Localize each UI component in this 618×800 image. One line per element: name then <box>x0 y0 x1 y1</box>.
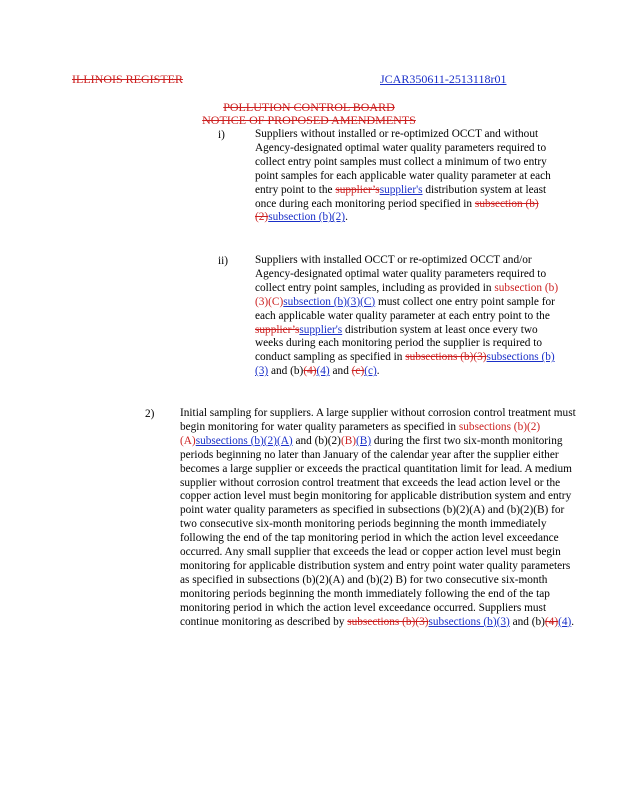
inserted-text: subsection (b)(3)(C) <box>283 295 376 308</box>
deleted-text: subsection (b)(2) <box>255 197 539 224</box>
item-2-text: and (b) <box>509 615 545 628</box>
item-2-text: and (b)(2) <box>292 434 341 447</box>
item-2-paragraph <box>180 407 580 630</box>
inserted-text: subsections (b)(2)(A) <box>195 434 293 447</box>
item-i-paragraph <box>255 128 555 225</box>
jcar-code <box>380 72 506 87</box>
inserted-text: (4) <box>316 365 330 378</box>
inserted-text: subsections (b)(3) <box>428 615 510 628</box>
deleted-text: (4) <box>544 615 559 628</box>
item-2-end: . <box>571 615 575 628</box>
deleted-text: (4) <box>303 365 317 378</box>
original-reference: subsection (b)(3)(C) <box>255 281 559 308</box>
item-ii-text: distribution system at least once every two weeks during each monitoring period the supplier is required to conduct sampling as specified in <box>255 323 543 364</box>
item-2-text: during the first two six-month monitoring periods beginning no later than January of the calendar year after the supplier either becomes a large supplier or exceeds the practical quantitation limit for lead. A medium supplier without corrosion control treatment that exceeds the lead action level or the copper action level must begin monitoring for applicable distribution system and entry point water quality parameters as specified in subsections (b)(2)(A) and (b)(2)(B) for two consecutive six-month monitoring periods beginning the month immediately following the end of the tap monitoring period in which the action level exceedance occurred. Any small supplier that exceeds the lead or copper action level must begin monitoring for applicable distribution system and entry point water quality parameters as specified in subsections (b)(2)(A) and (b)(2) B) for two consecutive six-month monitoring periods beginning the month immediately following the end of the tap monitoring period in which the action level exceedance occurred. Suppliers must continue monitoring as described by <box>180 434 572 628</box>
item-i-text: Suppliers without installed or re-optimized OCCT and without Agency-designated optimal water quality parameters required to collect entry point samples must collect a minimum of two entry point samples for each applicable water quality parameter at each entry point to the <box>255 128 551 196</box>
notice-title: NOTICE OF PROPOSED AMENDMENTS <box>202 113 416 127</box>
register-title: ILLINOIS REGISTER <box>72 72 183 86</box>
inserted-text: subsections (b)(3) <box>255 351 555 378</box>
original-reference: subsections (b)(2)(A) <box>180 420 541 447</box>
deleted-text: (c) <box>351 365 365 378</box>
board-title: POLLUTION CONTROL BOARD <box>223 100 395 114</box>
inserted-text: subsection (b)(2) <box>268 211 346 224</box>
inserted-text: supplier's <box>379 183 423 196</box>
inserted-text: supplier's <box>299 323 343 336</box>
item-ii-text: Suppliers with installed OCCT or re-optimized OCCT and/or Agency-designated optimal water quality parameters required to collect entry point samples, including as provided in <box>255 254 547 294</box>
item-i-text: distribution system at least once during each monitoring period specified in <box>255 183 547 210</box>
item-i-number: i) <box>218 129 225 141</box>
deleted-text: subsections (b)(3) <box>405 351 487 364</box>
inserted-text: (4) <box>558 615 572 628</box>
item-i-end: . <box>345 211 348 224</box>
deleted-text: supplier’s <box>335 183 380 196</box>
deleted-text: supplier’s <box>255 323 300 336</box>
item-2-text: Initial sampling for suppliers. A large supplier without corrosion control treatment must begin monitoring for water quality parameters as specified in <box>180 407 576 433</box>
inserted-text: (c) <box>364 365 377 378</box>
item-ii-text: must collect one entry point sample for each applicable water quality parameter at each entry point to the <box>255 295 555 322</box>
item-ii-end: . <box>376 365 380 378</box>
inserted-text: (B) <box>356 434 372 447</box>
item-2-number: 2) <box>145 408 155 420</box>
item-ii-number: ii) <box>218 255 229 267</box>
item-ii-text: and (b) <box>268 365 304 378</box>
jcar-code-revision: r01 <box>490 72 507 86</box>
jcar-code-main: JCAR350611-2513118 <box>380 72 491 86</box>
item-ii-paragraph <box>255 254 560 379</box>
item-ii-text: and <box>329 365 352 378</box>
original-reference: (B) <box>340 434 357 447</box>
deleted-text: subsections (b)(3) <box>347 615 429 628</box>
